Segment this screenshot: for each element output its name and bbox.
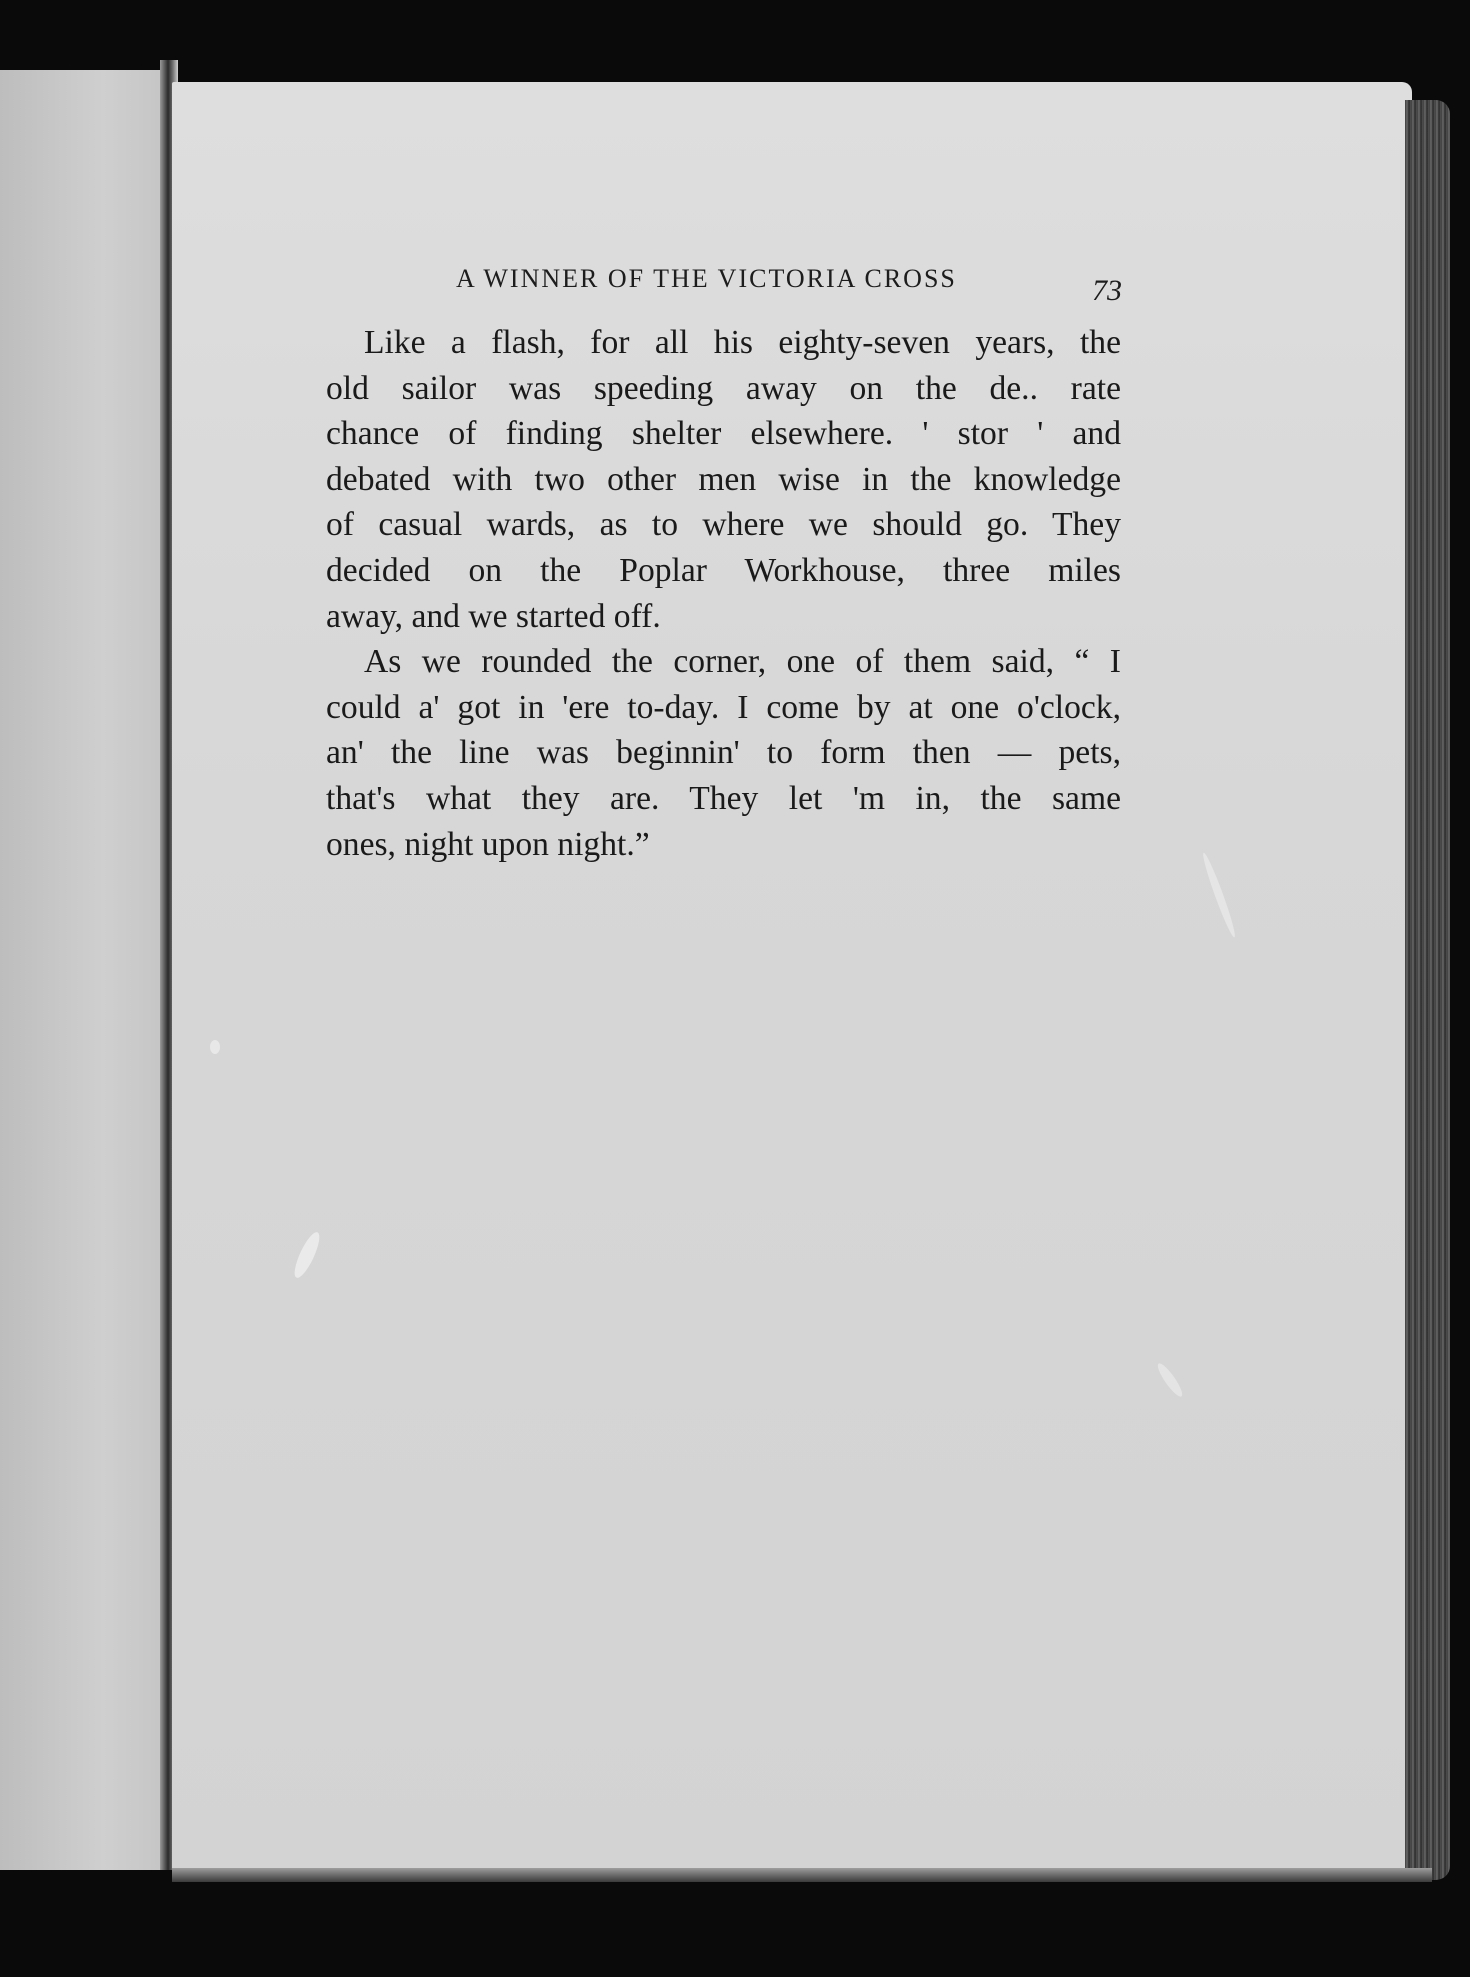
text-line: old sailor was speeding away on the de.. rate	[326, 369, 1121, 407]
text-line: could a' got in 'ere to-day. I come by at one o'clock,	[326, 688, 1121, 726]
page-block-edge	[1405, 100, 1450, 1880]
facing-page-edge	[0, 70, 172, 1870]
text-line: As we rounded the corner, one of them said, “ I	[364, 643, 1121, 681]
page-number: 73	[1092, 274, 1122, 307]
text-line: away, and we started off.	[326, 597, 661, 635]
text-line: an' the line was beginnin' to form then — pets,	[326, 734, 1121, 772]
text-line: decided on the Poplar Workhouse, three miles	[326, 551, 1121, 589]
text-line: of casual wards, as to where we should go. They	[326, 506, 1121, 544]
text-line: Like a flash, for all his eighty-seven years, the	[364, 324, 1121, 361]
text-line: debated with two other men wise in the knowledge	[326, 460, 1121, 498]
body-text	[326, 320, 1121, 867]
text-line: ones, night upon night.”	[326, 825, 650, 863]
page-bottom-edge	[172, 1868, 1432, 1882]
running-head-title: A WINNER OF THE VICTORIA CROSS	[456, 264, 957, 293]
text-line: chance of finding shelter elsewhere. ' stor ' and	[326, 415, 1121, 453]
scan-speck	[210, 1040, 220, 1054]
text-line: that's what they are. They let 'm in, the same	[326, 779, 1121, 817]
